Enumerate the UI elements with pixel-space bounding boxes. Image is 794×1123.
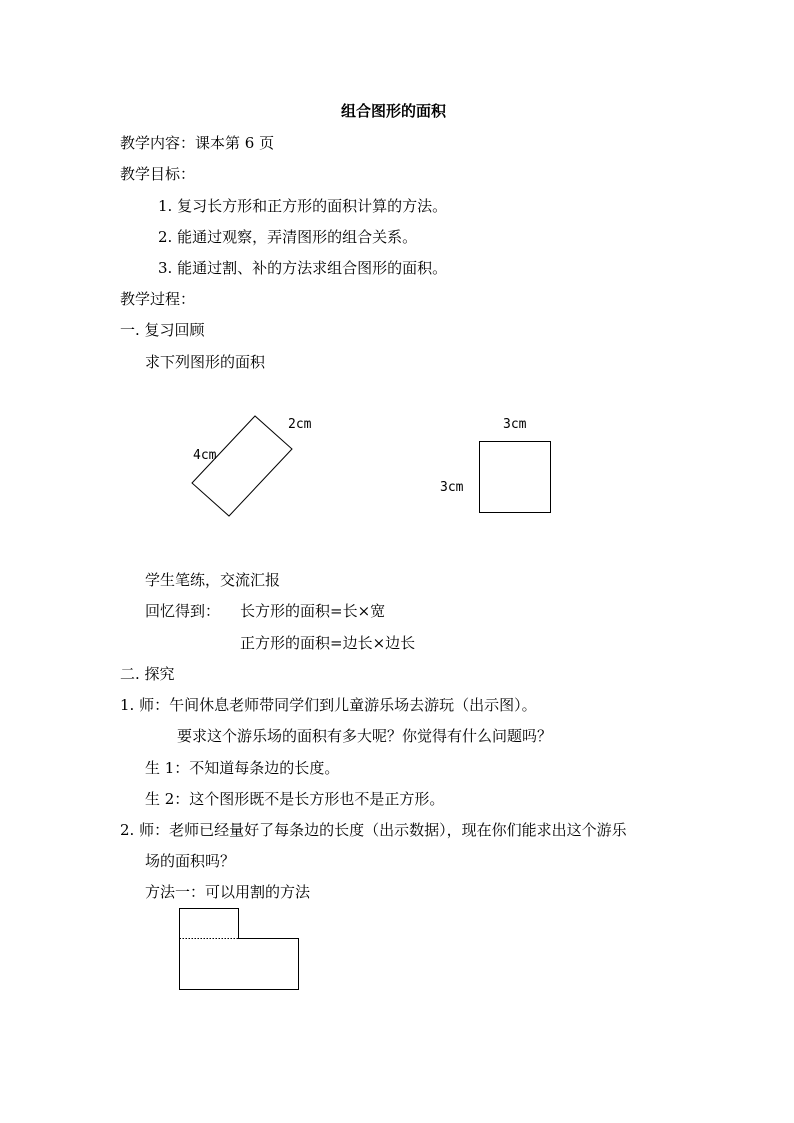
process-heading: 教学过程：	[120, 290, 196, 308]
student1-answer: 生 1：不知道每条边的长度。	[145, 759, 340, 777]
item1-line1: 1. 师：午间休息老师带同学们到儿童游乐场去游玩（出示图）。	[120, 696, 537, 714]
item2-line1: 2. 师：老师已经量好了每条边的长度（出示数据），现在你们能求出这个游乐	[120, 821, 627, 839]
square-left-label: 3cm	[440, 480, 464, 495]
objective-item: 3. 能通过割、补的方法求组合图形的面积。	[158, 259, 448, 277]
square	[480, 442, 551, 513]
section1-heading: 一. 复习回顾	[120, 321, 205, 339]
objective-item: 2. 能通过观察，弄清图形的组合关系。	[158, 228, 418, 246]
objective-item: 1. 复习长方形和正方形的面积计算的方法。	[158, 197, 448, 215]
square-formula: 正方形的面积=边长×边长	[240, 634, 416, 652]
recall-label: 回忆得到：	[145, 602, 221, 620]
composite-shape	[180, 909, 299, 990]
page-title: 组合图形的面积	[341, 102, 447, 120]
section2-heading: 二. 探究	[120, 665, 175, 683]
rectangle-formula: 长方形的面积=长×宽	[240, 602, 386, 620]
section1-prompt: 求下列图形的面积	[145, 353, 266, 371]
item1-line2: 要求这个游乐场的面积有多大呢？你觉得有什么问题吗？	[177, 727, 553, 745]
item2-line2: 场的面积吗？	[145, 852, 236, 870]
objectives-heading: 教学目标：	[120, 165, 196, 183]
practice-text: 学生笔练，交流汇报	[145, 571, 281, 589]
rect-long-side-label: 4cm	[193, 448, 217, 463]
rect-short-side-label: 2cm	[288, 417, 312, 432]
method1-text: 方法一：可以用割的方法	[145, 883, 311, 901]
rotated-rectangle	[192, 416, 292, 516]
square-top-label: 3cm	[503, 417, 527, 432]
student2-answer: 生 2：这个图形既不是长方形也不是正方形。	[145, 790, 445, 808]
teaching-content: 教学内容：课本第 6 页	[120, 134, 275, 152]
